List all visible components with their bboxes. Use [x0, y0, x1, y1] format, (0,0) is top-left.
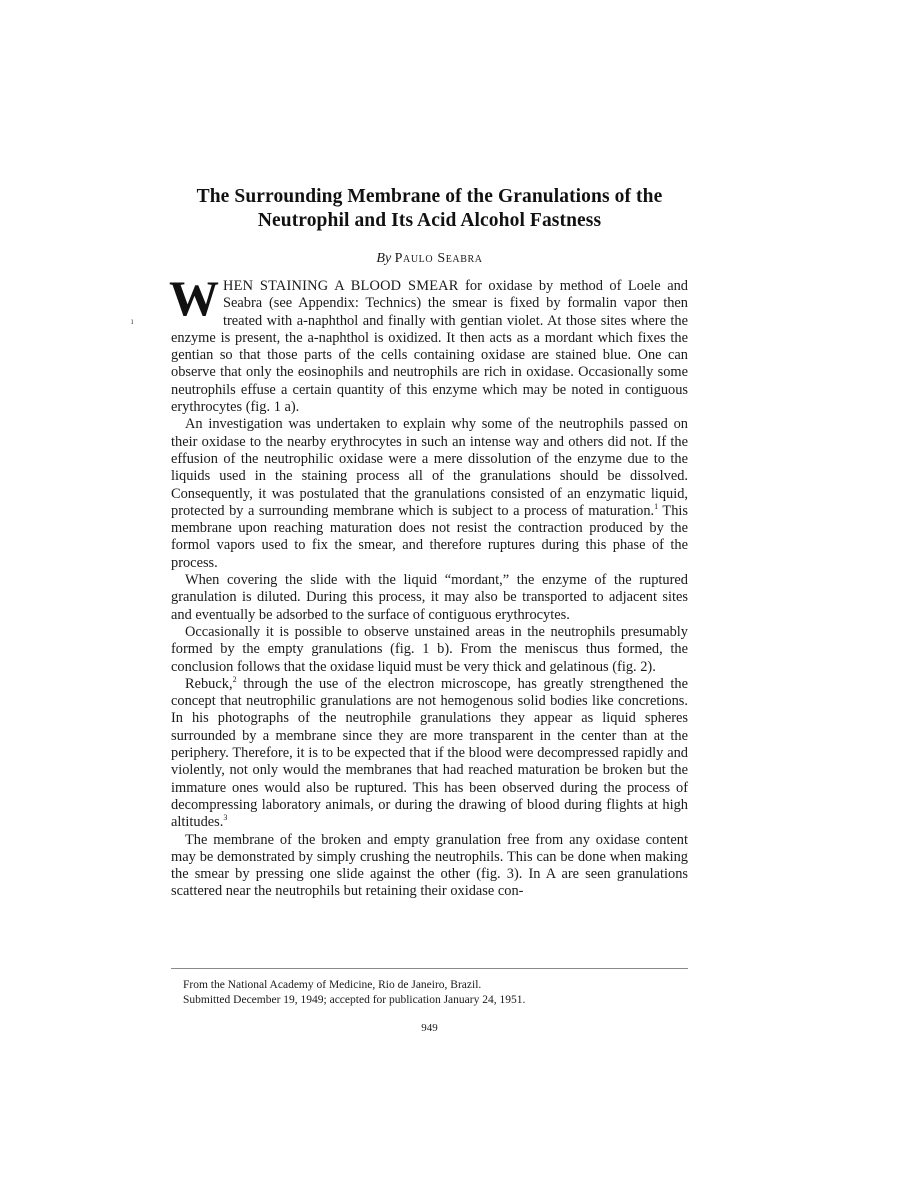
paragraph-3-text: When covering the slide with the liquid “mordant,” the enzyme of the ruptured granulation is diluted. During this process, it may also be transported to adjacent sites and eventually be adsorbed to the surface of contiguous erythrocytes. [171, 572, 688, 623]
byline [171, 250, 688, 268]
title-line-1: The Surrounding Membrane of the Granulations of the [196, 186, 663, 207]
footnote-divider [171, 968, 688, 969]
byline-prefix: By [376, 251, 392, 266]
article-body [169, 270, 688, 901]
reference-marker-1: 1 [654, 501, 659, 511]
reference-marker-2: 2 [232, 674, 237, 684]
margin-mark: ı [131, 316, 134, 326]
footnote-dates: Submitted December 19, 1949; accepted for publication January 24, 1951. [183, 994, 526, 1006]
paragraph-4 [171, 624, 688, 676]
reference-marker-3: 3 [223, 813, 228, 823]
author-name: Paulo Seabra [394, 251, 483, 266]
paragraph-6-text: The membrane of the broken and empty granulation free from any oxidase content may be demonstrated by simply crushing the neutrophils. This can be done when making the smear by pressing one slide against the other (fig. 3). In A are seen granulations scattered near the neutrophils but retaining their oxidase con- [171, 831, 688, 900]
paragraph-2-text-b: This membrane upon reaching maturation does not resist the contraction produced by the formol vapors used to fix the smear, and therefore ruptures during this phase of the process. [171, 502, 688, 571]
article-page [171, 185, 688, 901]
paragraph-6 [171, 832, 688, 901]
drop-cap: W [169, 270, 219, 326]
paragraph-5-text-b: through the use of the electron microscope, has greatly strengthened the concept that neutrophilic granulations are not hemogenous solid bodies like concretions. In his photographs of the neutrophile granulations they appear as liquid spheres surrounded by a membrane since they are more transparent in the center than at the periphery. Therefore, it is to be expected that if the blood were decompressed rapidly and violently, not only would the membranes that had reached maturation be broken but the immature ones would also be ruptured. This has been observed during the process of decompressing laboratory animals, or during the drawing of blood during flights at high altitudes. [171, 675, 688, 831]
paragraph-2-text-a: An investigation was undertaken to explain why some of the neutrophils passed on their oxidase to the nearby erythrocytes in such an intense way and others did not. If the effusion of the neutrophilic oxidase were a mere dissolution of the enzyme due to the liquids used in the staining process all of the granulations should be dissolved. Consequently, it was postulated that the granulations consisted of an enzymatic liquid, protected by a surrounding membrane which is subject to a process of maturation. [171, 416, 688, 519]
paragraph-5 [171, 676, 688, 832]
article-title [171, 185, 688, 233]
paragraph-2 [171, 416, 688, 572]
paragraph-1-text: for oxidase by method of Loele and Seabra (see Appendix: Technics) the smear is fixed by formalin vapor then treated with a-naphthol and finally with gentian violet. At those sites where the enzyme is present, the a-naphthol is oxidized. It then acts as a mordant which fixes the gentian so that those parts of the cells containing oxidase are stained blue. One can observe that only the eosinophils and neutrophils are rich in oxidase. Occasionally some neutrophils effuse a certain quantity of this enzyme which may be noted in contiguous erythrocytes (fig. 1 a). [171, 278, 688, 416]
lead-in-caps: HEN STAINING A BLOOD SMEAR [223, 278, 459, 294]
footnote-affiliation: From the National Academy of Medicine, Rio de Janeiro, Brazil. [183, 979, 482, 991]
paragraph-4-text: Occasionally it is possible to observe unstained areas in the neutrophils presumably formed by the empty granulations (fig. 1 b). From the meniscus thus formed, the conclusion follows that the oxidase liquid must be very thick and gelatinous (fig. 2). [171, 623, 688, 675]
page-number: 949 [421, 1022, 438, 1034]
title-line-2: Neutrophil and Its Acid Alcohol Fastness [257, 210, 602, 231]
paragraph-3 [171, 572, 688, 624]
paragraph-5-text-a: Rebuck, [185, 675, 233, 692]
paragraph-1 [169, 270, 688, 416]
footnote [183, 978, 688, 1008]
